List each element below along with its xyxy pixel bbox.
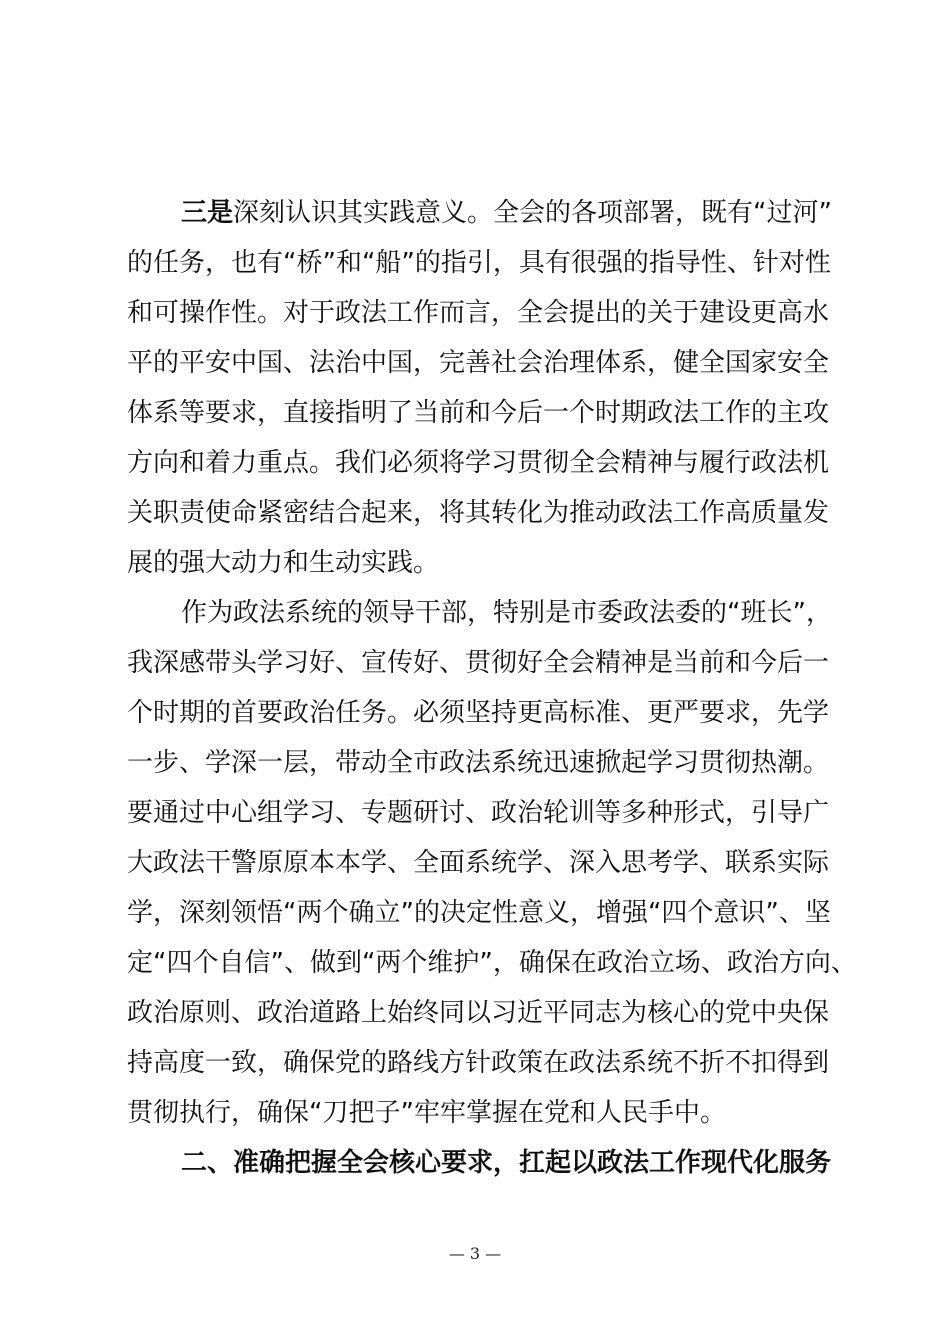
paragraph-line: 作为政法系统的领导干部，特别是市委政法委的“班长”，: [181, 598, 832, 628]
paragraph-line: 的任务，也有“桥”和“船”的指引，具有很强的指导性、针对性: [127, 248, 831, 278]
paragraph-line: 体系等要求，直接指明了当前和今后一个时期政法工作的主攻: [127, 398, 830, 428]
paragraph-line: 政治原则、政治道路上始终同以习近平同志为核心的党中央保: [127, 998, 830, 1028]
paragraph-line: 我深感带头学习好、宣传好、贯彻好全会精神是当前和今后一: [127, 648, 830, 678]
paragraph-line: 持高度一致，确保党的路线方针政策在政法系统不折不扣得到: [127, 1048, 830, 1078]
paragraph-line: 展的强大动力和生动实践。: [127, 548, 440, 578]
document-body: [127, 188, 857, 1188]
paragraph-line: 大政法干警原原本本学、全面系统学、深入思考学、联系实际: [127, 848, 830, 878]
paragraph-line: 平的平安中国、法治中国，完善社会治理体系，健全国家安全: [127, 348, 830, 378]
paragraph-lead: 三是: [181, 198, 234, 228]
paragraph-line: 贯彻执行，确保“刀把子”牢牢掌握在党和人民手中。: [127, 1098, 726, 1128]
paragraph-line: 个时期的首要政治任务。必须坚持更高标准、更严要求，先学: [127, 698, 830, 728]
paragraph-line: 方向和着力重点。我们必须将学习贯彻全会精神与履行政法机: [127, 448, 830, 478]
paragraph-line: 要通过中心组学习、专题研讨、政治轮训等多种形式，引导广: [127, 798, 830, 828]
paragraph-line: 三是深刻认识其实践意义。全会的各项部署，既有“过河”: [181, 198, 832, 228]
paragraph-line: 一步、学深一层，带动全市政法系统迅速掀起学习贯彻热潮。: [127, 748, 830, 778]
paragraph-line: 学，深刻领悟“两个确立”的决定性意义，增强“四个意识”、坚: [127, 898, 831, 928]
paragraph-line: 和可操作性。对于政法工作而言，全会提出的关于建设更高水: [127, 298, 830, 328]
section-heading: 二、准确把握全会核心要求，扛起以政法工作现代化服务: [181, 1148, 832, 1178]
paragraph-line: 关职责使命紧密结合起来，将其转化为推动政法工作高质量发: [127, 498, 830, 528]
paragraph-line: 定“四个自信”、做到“两个维护”，确保在政治立场、政治方向、: [127, 948, 857, 978]
page-number: — 3 —: [448, 1244, 502, 1263]
